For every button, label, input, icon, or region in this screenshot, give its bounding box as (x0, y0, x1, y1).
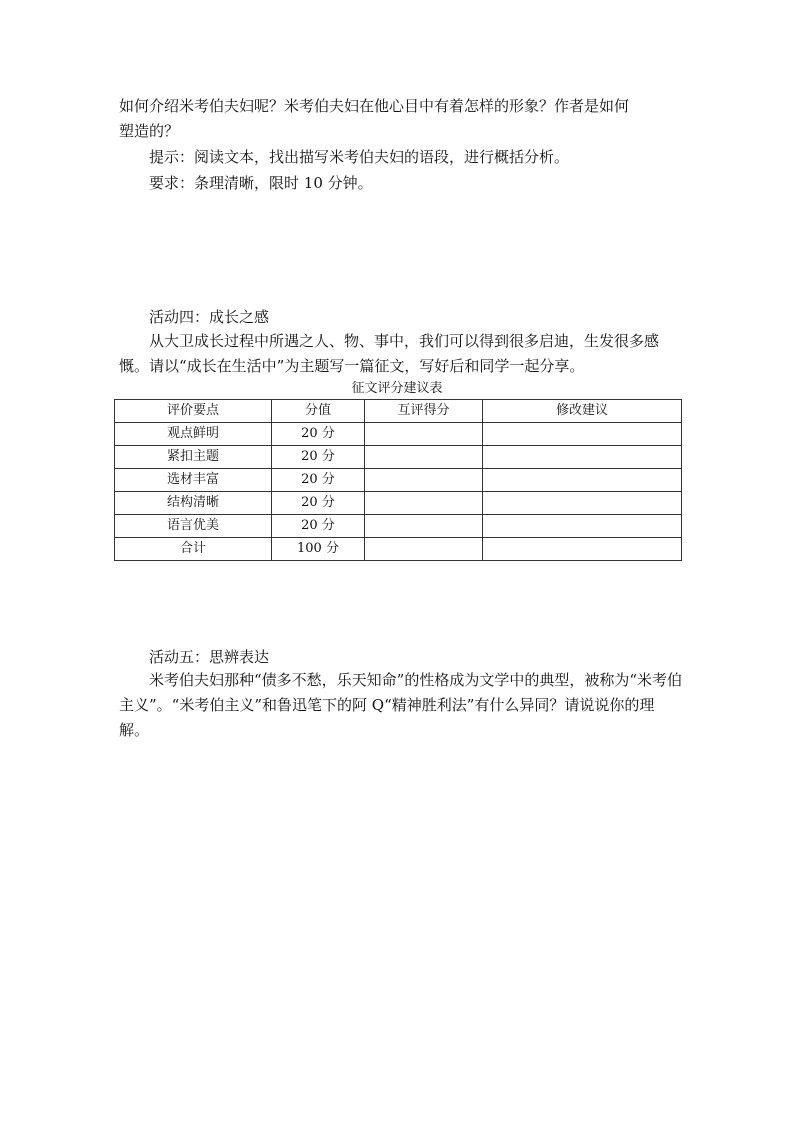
activity5-heading: 活动五：思辨表达 (149, 648, 270, 666)
peer-score-cell (365, 446, 483, 469)
table-header-cell: 分值 (272, 400, 365, 423)
hint-text: 提示：阅读文本，找出描写米考伯夫妇的语段，进行概括分析。 (149, 148, 570, 166)
score-cell: 20 分 (272, 469, 365, 492)
criterion-cell: 结构清晰 (115, 492, 272, 515)
score-cell: 20 分 (272, 423, 365, 446)
total-score-cell: 100 分 (272, 538, 365, 561)
question-line-2: 塑造的？ (119, 122, 180, 140)
total-label-cell: 合计 (115, 538, 272, 561)
table-row (115, 515, 682, 538)
table-header-row (115, 400, 682, 423)
suggestion-cell (483, 446, 682, 469)
criterion-cell: 观点鲜明 (115, 423, 272, 446)
question-line-1: 如何介绍米考伯夫妇呢？米考伯夫妇在他心目中有着怎样的形象？作者是如何 (119, 97, 630, 115)
suggestion-cell (483, 469, 682, 492)
table-header-cell: 评价要点 (115, 400, 272, 423)
score-cell: 20 分 (272, 446, 365, 469)
evaluation-table (114, 399, 682, 561)
table-header-cell: 修改建议 (483, 400, 682, 423)
suggestion-cell (483, 538, 682, 561)
peer-score-cell (365, 423, 483, 446)
table-row (115, 446, 682, 469)
score-cell: 20 分 (272, 515, 365, 538)
criterion-cell: 紧扣主题 (115, 446, 272, 469)
suggestion-cell (483, 423, 682, 446)
peer-score-cell (365, 515, 483, 538)
table-title: 征文评分建议表 (351, 381, 443, 396)
suggestion-cell (483, 515, 682, 538)
requirement-text: 要求：条理清晰，限时 10 分钟。 (149, 174, 373, 192)
peer-score-cell (365, 469, 483, 492)
table-row (115, 492, 682, 515)
activity4-heading: 活动四：成长之感 (149, 308, 270, 326)
activity4-body: 从大卫成长过程中所遇之人、物、事中，我们可以得到很多启迪，生发很多感慨。请以“成长在生活中”为主题写一篇征文，写好后和同学一起分享。 (119, 332, 660, 375)
peer-score-cell (365, 538, 483, 561)
activity5-body: 米考伯夫妇那种“债多不愁，乐天知命”的性格成为文学中的典型，被称为“米考伯主义”。“米考伯主义”和鲁迅笔下的阿 Q“精神胜利法”有什么异同？请说说你的理解。 (119, 671, 683, 739)
peer-score-cell (365, 492, 483, 515)
table-header-cell: 互评得分 (365, 400, 483, 423)
score-cell: 20 分 (272, 492, 365, 515)
suggestion-cell (483, 492, 682, 515)
table-row (115, 469, 682, 492)
criterion-cell: 语言优美 (115, 515, 272, 538)
table-total-row (115, 538, 682, 561)
table-row (115, 423, 682, 446)
criterion-cell: 选材丰富 (115, 469, 272, 492)
